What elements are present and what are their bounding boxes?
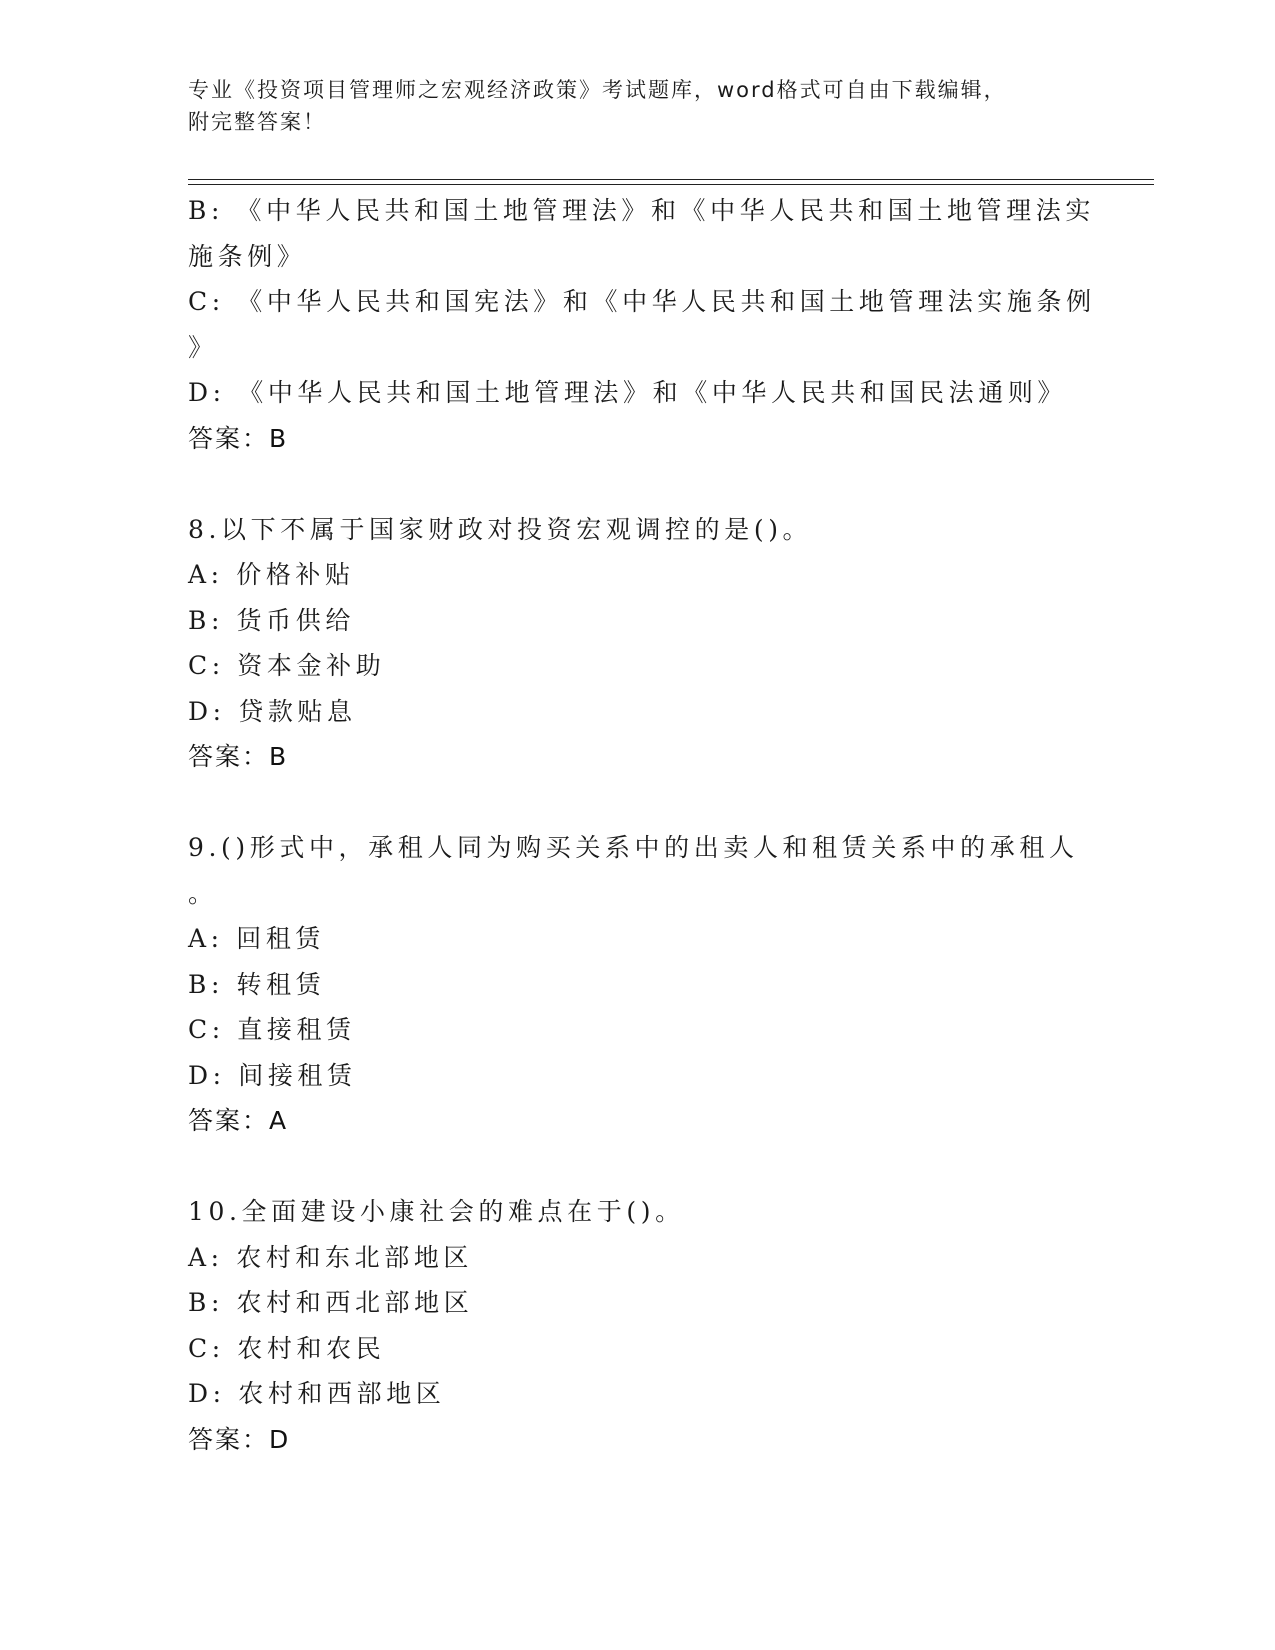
q10-option-a: A: 农村和东北部地区 <box>188 1242 474 1272</box>
question-9-block <box>188 825 1088 1144</box>
q7-option-d: D: 《中华人民共和国土地管理法》和《中华人民共和国民法通则》 <box>188 378 1068 407</box>
q7-option-b-line-1: B: 《中华人民共和国土地管理法》和《中华人民共和国土地管理法实 <box>188 196 1095 225</box>
q8-option-b: B: 货币供给 <box>188 605 355 635</box>
q7-option-c-line-1: C: 《中华人民共和国宪法》和《中华人民共和国土地管理法实施条例 <box>188 287 1096 316</box>
q7-option-b-line-2: 施条例》 <box>188 241 307 271</box>
spacer <box>188 780 1088 826</box>
q10-question: 10.全面建设小康社会的难点在于()。 <box>188 1197 685 1226</box>
q10-option-d: D: 农村和西部地区 <box>188 1379 446 1408</box>
question-10-block <box>188 1189 1088 1462</box>
q9-option-c: C: 直接租赁 <box>188 1015 356 1044</box>
header-divider-bottom <box>188 184 1154 185</box>
q8-option-d: D: 贷款贴息 <box>188 696 357 726</box>
question-7-block <box>188 188 1096 461</box>
q8-option-c: C: 资本金补助 <box>188 651 386 680</box>
q9-answer: 答案：A <box>188 1106 289 1135</box>
header-line-2: 附完整答案！ <box>188 110 326 134</box>
header-line-1: 专业《投资项目管理师之宏观经济政策》考试题库，word格式可自由下载编辑， <box>188 78 1007 102</box>
q10-option-c: C: 农村和农民 <box>188 1333 386 1363</box>
q9-question-line-2: 。 <box>188 878 218 908</box>
question-content <box>188 188 1096 1462</box>
q9-option-d: D: 间接租赁 <box>188 1060 357 1090</box>
q9-question-line-1: 9.()形式中，承租人同为购买关系中的出卖人和租赁关系中的承租人 <box>188 833 1079 862</box>
document-header <box>188 74 1068 138</box>
header-divider-top <box>188 179 1154 180</box>
q8-answer: 答案：B <box>188 742 289 771</box>
q9-option-a: A: 回租赁 <box>188 924 326 953</box>
q8-question: 8.以下不属于国家财政对投资宏观调控的是()。 <box>188 514 813 544</box>
spacer <box>188 461 1088 507</box>
spacer <box>188 1144 1088 1190</box>
q7-option-c-line-2: 》 <box>188 332 218 362</box>
q9-option-b: B: 转租赁 <box>188 969 326 999</box>
q10-answer: 答案：D <box>188 1424 291 1454</box>
question-8-block <box>188 507 1088 780</box>
q10-option-b: B: 农村和西北部地区 <box>188 1288 474 1317</box>
q8-option-a: A: 价格补贴 <box>188 560 355 589</box>
q7-answer: 答案：B <box>188 423 289 453</box>
